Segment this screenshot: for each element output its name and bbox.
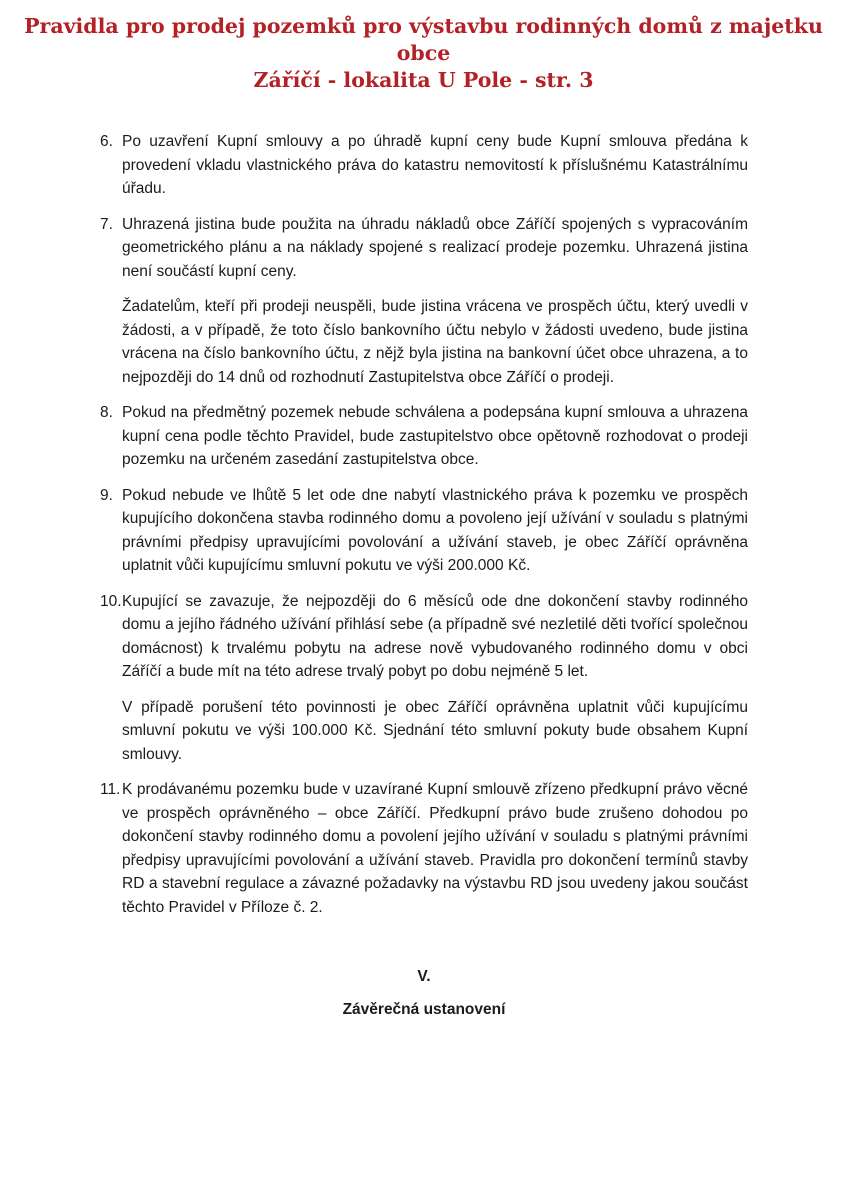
list-item-number: 9. (100, 486, 113, 504)
list-item-paragraph: K prodávanému pozemku bude v uzavírané Kupní smlouvě zřízeno předkupní právo věcné ve prospěch oprávněného – obce Záříčí. Předkupní právo bude zrušeno dohodou po dokončení stavby rodinného domu a povolení jejího užívání v souladu s platnými právními předpisy upravujícími povolování a užívání staveb. Pravidla pro dokončení termínů stavby RD a stavební regulace a závazné požadavky na výstavbu RD jsou uvedeny jakou součást těchto Pravidel v Příloze č. 2. (122, 781, 748, 916)
list-item-9 (100, 484, 748, 578)
list-item-11 (100, 778, 748, 919)
list-item-paragraph: V případě porušení této povinnosti je obec Záříčí oprávněna uplatnit vůči kupujícímu smluvní pokutu ve výši 100.000 Kč. Sjednání této smluvní pokuty bude obsahem Kupní smlouvy. (122, 698, 748, 763)
section-numeral: V. (417, 968, 431, 985)
list-item-number: 8. (100, 404, 113, 421)
list-item-paragraph: Pokud nebude ve lhůtě 5 let ode dne nabytí vlastnického práva k pozemku ve prospěch kupujícího dokončena stavba rodinného domu a povoleno její užívání v souladu s platnými právními předpisy upravujícími povolování a užívání staveb, je obec Záříčí oprávněna uplatnit vůči kupujícímu smluvní pokutu ve výši 200.000 Kč. (122, 486, 748, 574)
section-v (100, 965, 748, 1021)
list-item-paragraph: Uhrazená jistina bude použita na úhradu nákladů obce Záříčí spojených s vypracováním geometrického plánu a na náklady spojené s realizací prodeje pozemku. Uhrazená jistina není součástí kupní ceny. (122, 215, 748, 280)
list-item-paragraph: Žadatelům, kteří při prodeji neuspěli, bude jistina vrácena ve prospěch účtu, který uvedli v žádosti, a v případě, že toto číslo bankovního účtu nebylo v žádosti uvedeno, bude jistina vrácena na číslo bankovního účtu, z nějž byla jistina na bankovní účet obce uhrazena, a to nejpozději do 14 dnů od rozhodnutí Zastupitelstva obce Záříčí o prodeji. (122, 298, 748, 386)
list-item-paragraph: Pokud na předmětný pozemek nebude schválena a podepsána kupní smlouva a uhrazena kupní cena podle těchto Pravidel, bude zastupitelstvo obce opětovně rozhodovat o prodeji pozemku na určeném zasedání zastupitelstva obce. (122, 404, 748, 468)
list-item-number: 7. (100, 215, 113, 233)
list-item-7 (100, 213, 748, 390)
list-item-paragraph: Kupující se zavazuje, že nejpozději do 6 měsíců ode dne dokončení stavby rodinného domu a jejího řádného užívání přihlásí sebe (a případně své nezletilé děti tvořící společnou domácnost) k trvalému pobytu na adrese nově vybudovaného rodinného domu v obci Záříčí a bude mít na této adrese trvalý pobyt po dobu nejméně 5 let. (122, 592, 748, 680)
list-item-number: 6. (100, 133, 113, 150)
list-item-number: 10. (100, 592, 122, 610)
section-heading: Závěrečná ustanovení (342, 1000, 506, 1018)
list-item-paragraph: Po uzavření Kupní smlouvy a po úhradě kupní ceny bude Kupní smlouva předána k provedení vkladu vlastnického práva do katastru nemovitostí k příslušnému Katastrálnímu úřadu. (122, 133, 748, 197)
document-title (0, 0, 847, 94)
document-title-line2: Záříčí - lokalita U Pole - str. 3 (253, 68, 594, 92)
list-item-6 (100, 130, 748, 201)
document-title-line1: Pravidla pro prodej pozemků pro výstavbu rodinných domů z majetku obce (24, 14, 823, 65)
list-item-10 (100, 590, 748, 767)
list-item-8 (100, 401, 748, 472)
document-body (100, 130, 748, 1021)
list-item-number: 11. (100, 781, 121, 798)
